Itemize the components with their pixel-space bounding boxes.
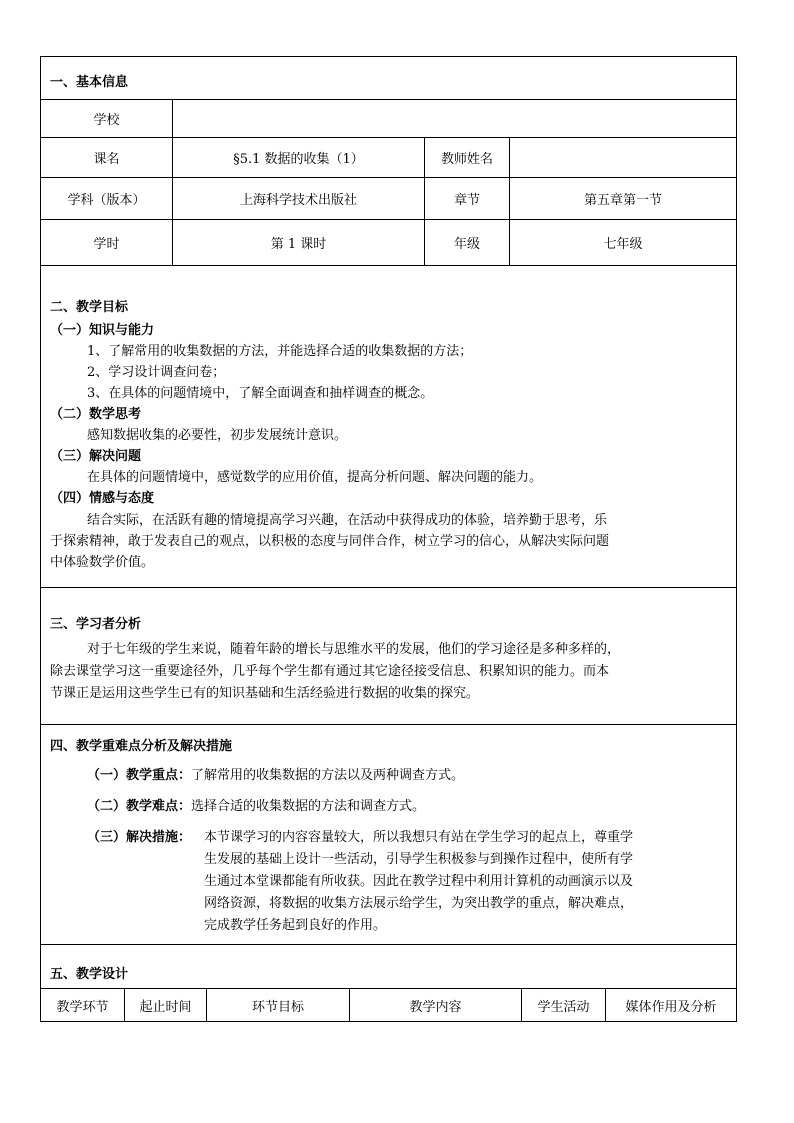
objective-line: 结合实际，在活跃有趣的情境提高学习兴趣，在活动中获得成功的体验，培养勤于思考，乐 <box>87 513 608 528</box>
column-header: 学生活动 <box>522 989 606 1021</box>
chapter-label: 章节 <box>425 178 510 220</box>
solution-line: 本节课学习的内容容量较大，所以我想只有站在学生学习的起点上，尊重学 <box>204 830 634 845</box>
subsection-title: （一）知识与能力 <box>50 323 155 338</box>
solution-line: 完成教学任务起到良好的作用。 <box>204 918 387 933</box>
solution-line: 生发展的基础上设计一些活动，引导学生积极参与到操作过程中，使所有学 <box>204 852 634 867</box>
school-label: 学校 <box>41 100 173 138</box>
section-heading: 四、教学重难点分析及解决措施 <box>50 739 233 754</box>
key-point-label: （一）教学重点： <box>87 768 192 783</box>
class-hours-value: 第 1 课时 <box>173 220 425 266</box>
section-heading: 三、学习者分析 <box>50 617 142 632</box>
course-name-label: 课名 <box>41 138 173 178</box>
lesson-plan-table <box>40 56 737 1022</box>
solution-line: 生通过本堂课都能有所收获。因此在教学过程中利用计算机的动画演示以及 <box>204 874 634 889</box>
column-header: 环节目标 <box>207 989 350 1021</box>
teacher-name-label: 教师姓名 <box>425 138 510 178</box>
subject-value: 上海科学技术出版社 <box>173 178 425 220</box>
section-heading: 二、教学目标 <box>50 300 129 315</box>
key-point-text: 了解常用的收集数据的方法以及两种调查方式。 <box>191 768 465 783</box>
key-point-row <box>87 766 464 787</box>
section-teaching-design <box>41 945 736 989</box>
objective-line: 3、在具体的问题情境中，了解全面调查和抽样调查的概念。 <box>87 386 434 401</box>
solution-label: （三）解决措施： <box>87 830 192 845</box>
difficult-point-text: 选择合适的收集数据的方法和调查方式。 <box>191 799 426 814</box>
analysis-line: 节课正是运用这些学生已有的知识基础和生活经验进行数据的收集的探究。 <box>50 686 480 701</box>
objective-line: 1、了解常用的收集数据的方法，并能选择合适的收集数据的方法； <box>87 344 473 359</box>
section-heading: 五、教学设计 <box>50 967 129 982</box>
section-teaching-objectives <box>41 266 736 588</box>
difficult-point-label: （二）教学难点： <box>87 799 192 814</box>
chapter-value: 第五章第一节 <box>510 178 736 220</box>
school-value <box>173 100 736 138</box>
column-header: 教学内容 <box>350 989 522 1021</box>
column-header: 媒体作用及分析 <box>625 999 717 1015</box>
objective-line: 于探索精神，敢于发表自己的观点，以积极的态度与同伴合作，树立学习的信心，从解决实际问题 <box>50 534 610 549</box>
subsection-title: （二）数学思考 <box>50 407 142 422</box>
section-key-points <box>41 725 736 945</box>
solution-line: 网络资源，将数据的收集方法展示给学生，为突出教学的重点，解决难点， <box>204 896 634 911</box>
objective-line: 在具体的问题情境中，感觉数学的应用价值，提高分析问题、解决问题的能力。 <box>87 470 543 485</box>
subject-label: 学科（版本） <box>41 178 173 220</box>
objective-line: 2、学习设计调查问卷； <box>87 365 226 380</box>
teacher-name-value <box>510 138 736 178</box>
subsection-title: （四）情感与态度 <box>50 491 155 506</box>
section-heading: 一、基本信息 <box>50 75 129 90</box>
subsection-title: （三）解决问题 <box>50 449 142 464</box>
section-basic-info-header <box>41 57 736 100</box>
analysis-line: 对于七年级的学生来说，随着年龄的增长与思维水平的发展，他们的学习途径是多种多样的， <box>87 642 621 657</box>
objective-line: 感知数据收集的必要性，初步发展统计意识。 <box>87 428 348 443</box>
section-learner-analysis <box>41 588 736 725</box>
column-header: 起止时间 <box>125 989 207 1021</box>
grade-label: 年级 <box>425 220 510 266</box>
course-name-value: §5.1 数据的收集（1） <box>173 138 425 178</box>
grade-value: 七年级 <box>510 220 736 266</box>
class-hours-label: 学时 <box>41 220 173 266</box>
analysis-line: 除去课堂学习这一重要途径外，几乎每个学生都有通过其它途径接受信息、积累知识的能力。而本 <box>50 664 610 679</box>
column-header: 教学环节 <box>41 989 125 1021</box>
objective-line: 中体验数学价值。 <box>50 555 155 570</box>
difficult-point-row <box>87 797 425 818</box>
